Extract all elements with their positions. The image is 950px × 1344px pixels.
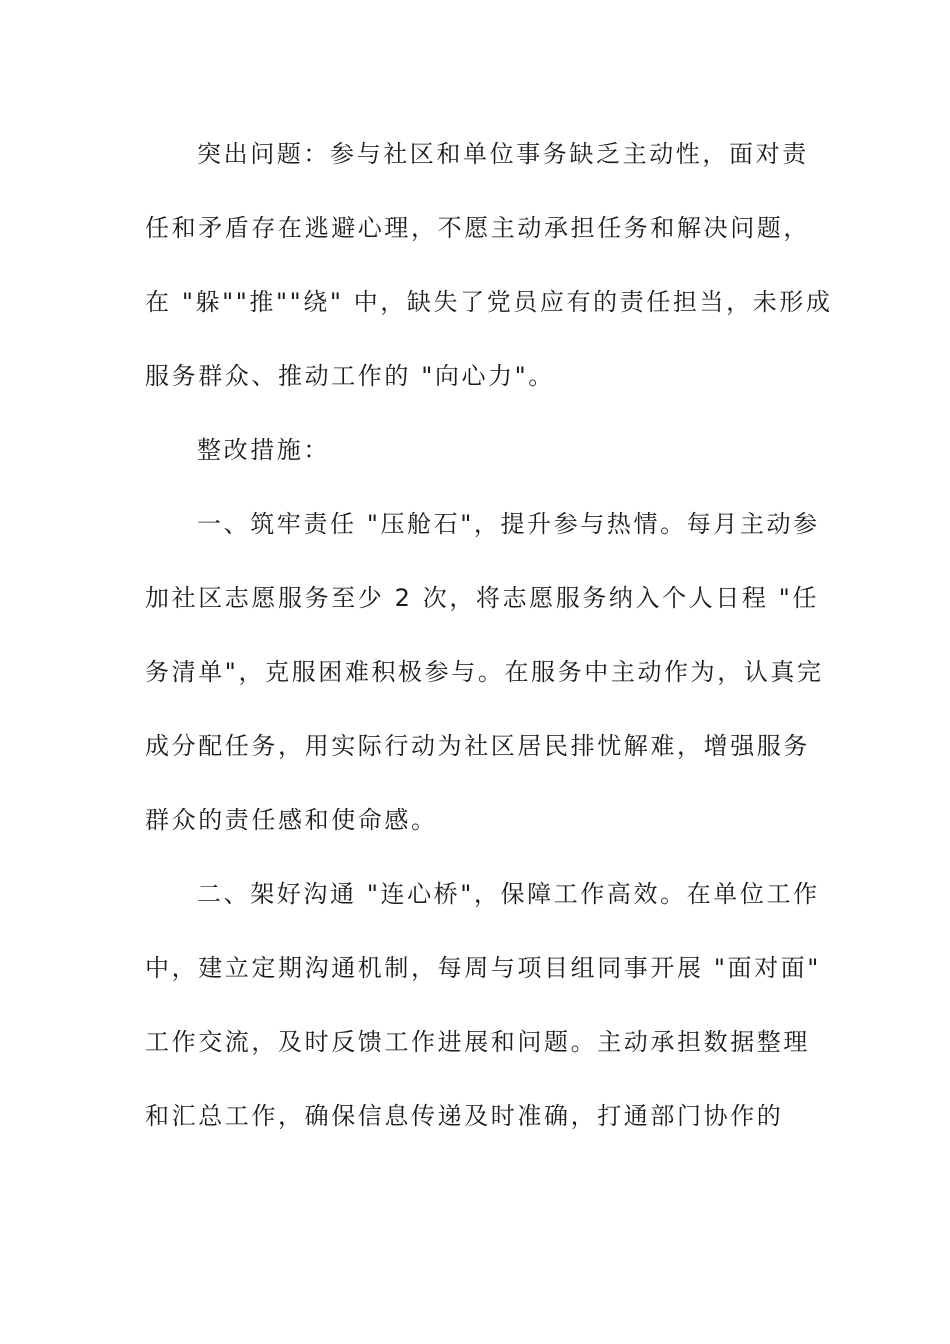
paragraph-measure-1-line-2: 加社区志愿服务至少 2 次，将志愿服务纳入个人日程 "任 — [145, 584, 819, 612]
paragraph-problem-line-1: 突出问题：参与社区和单位事务缺乏主动性，面对责 — [197, 140, 809, 168]
paragraph-problem-line-4: 服务群众、推动工作的 "向心力"。 — [145, 362, 555, 390]
paragraph-measure-1-line-4: 成分配任务，用实际行动为社区居民排忧解难，增强服务 — [145, 732, 810, 760]
paragraph-problem-line-2: 任和矛盾存在逃避心理，不愿主动承担任务和解决问题， — [145, 214, 810, 242]
paragraph-measure-1-line-1: 一、筑牢责任 "压舱石"，提升参与热情。每月主动参 — [197, 510, 820, 538]
paragraph-measure-2-line-2: 中，建立定期沟通机制，每周与项目组同事开展 "面对面" — [145, 954, 821, 982]
paragraph-measure-2-line-3: 工作交流，及时反馈工作进展和问题。主动承担数据整理 — [145, 1028, 810, 1056]
paragraph-measure-2-line-1: 二、架好沟通 "连心桥"，保障工作高效。在单位工作 — [197, 880, 820, 908]
paragraph-measure-2-line-4: 和汇总工作，确保信息传递及时准确，打通部门协作的 — [145, 1102, 784, 1130]
section-heading-measures: 整改措施： — [197, 436, 330, 464]
paragraph-problem-line-3: 在 "躲""推""绕" 中，缺失了党员应有的责任担当，未形成 — [145, 288, 833, 316]
paragraph-measure-1-line-3: 务清单"，克服困难积极参与。在服务中主动作为，认真完 — [145, 658, 824, 686]
paragraph-measure-1-line-5: 群众的责任感和使命感。 — [145, 806, 438, 834]
document-body — [145, 128, 833, 1164]
